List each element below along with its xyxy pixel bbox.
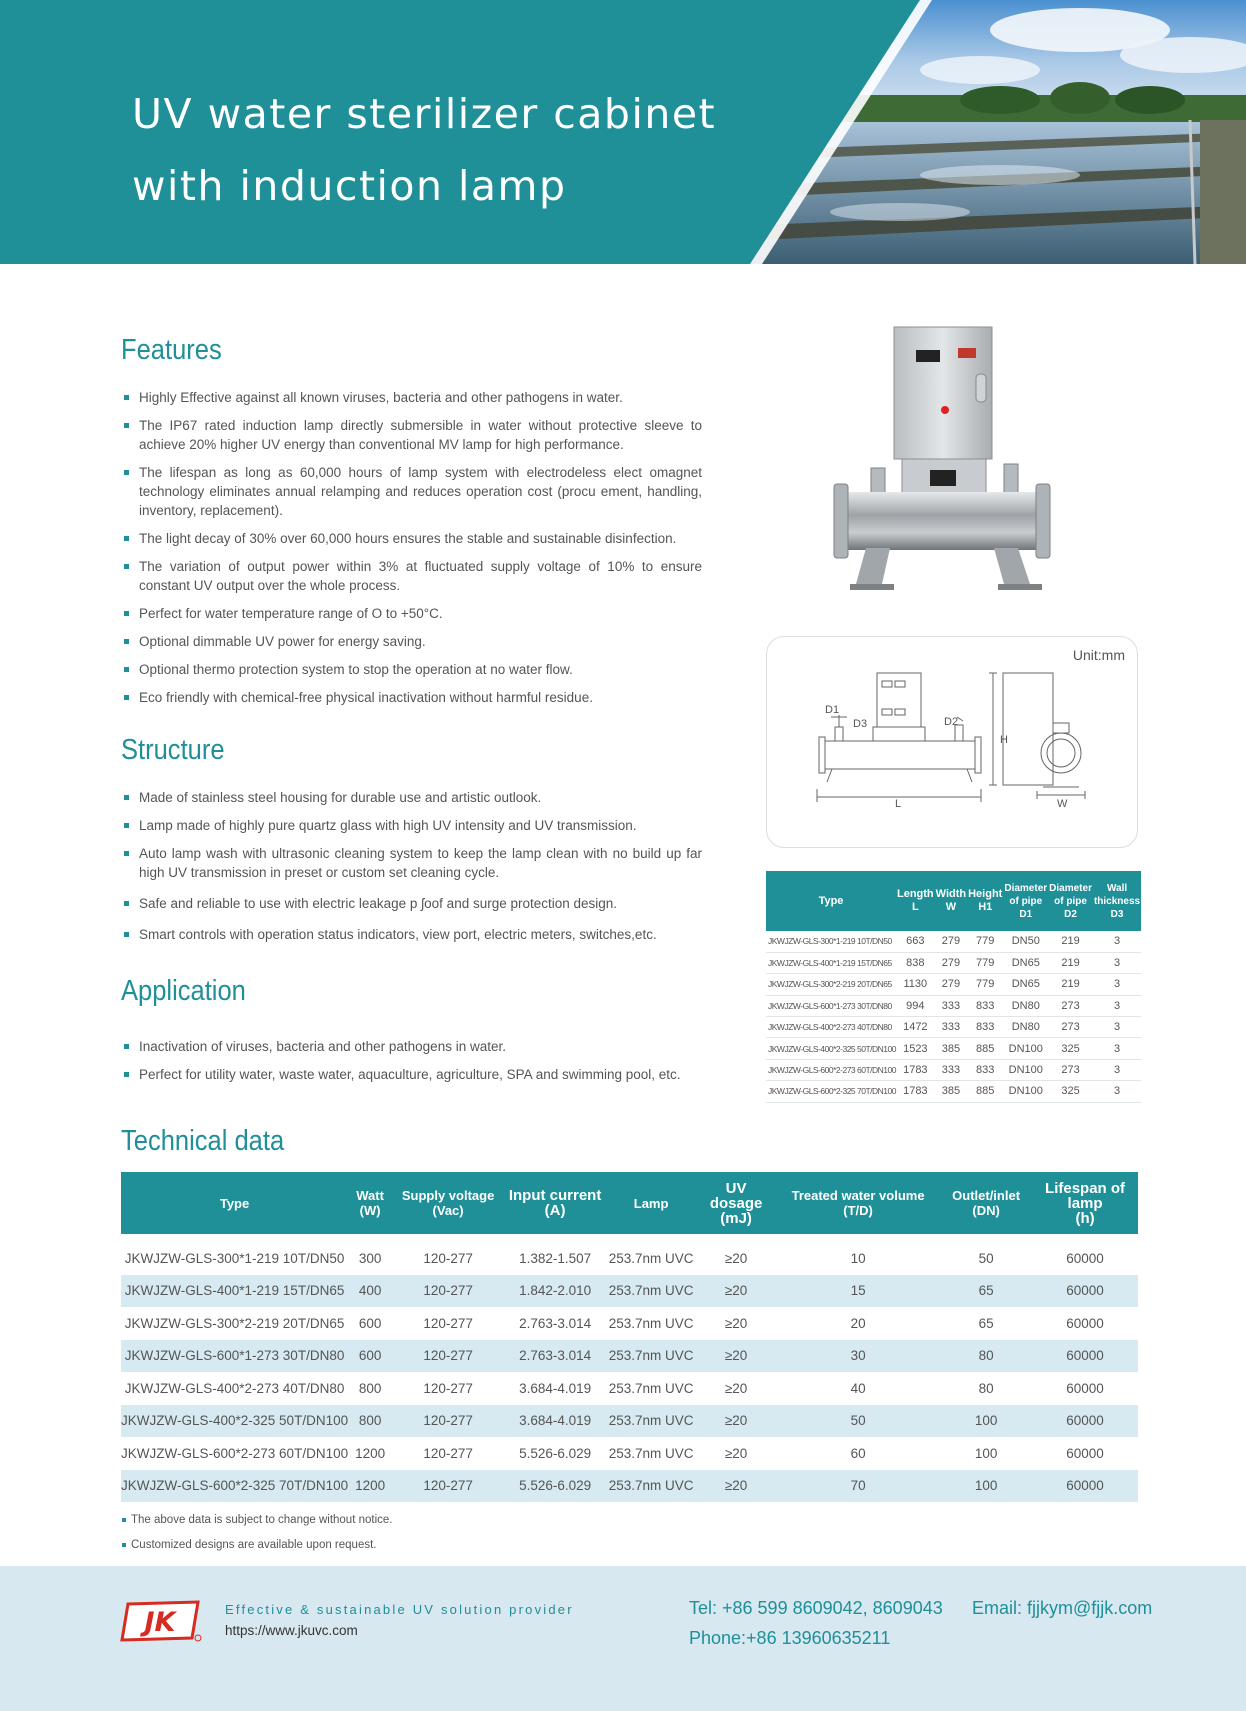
table-header-cell: Input current (A) [504,1172,606,1234]
table-row: JKWJZW-GLS-300*2-219 20T/DN65 600 120-277 2.763-3.014 253.7nm UVC ≥20 20 65 60000 [124,1315,1104,1331]
table-notes [122,1508,392,1558]
list-item: Lamp made of highly pure quartz glass with high UV intensity and UV transmission. [122,816,702,835]
list-item: Made of stainless steel housing for durable use and artistic outlook. [122,788,702,807]
table-row: JKWJZW-GLS-600*2-325 70T/DN100 1200 120-277 5.526-6.029 253.7nm UVC ≥20 70 100 60000 [121,1470,1138,1503]
table-row: JKWJZW-GLS-300*2-219 20T/DN65 1130 279 779 DN65 219 3 [766,974,1141,995]
table-header-cell: Diameter of pipe D1 [1003,871,1048,931]
table-row: JKWJZW-GLS-400*2-325 50T/DN100 800 120-277 3.684-4.019 253.7nm UVC ≥20 50 100 60000 [121,1405,1138,1438]
table-row: JKWJZW-GLS-600*2-325 70T/DN100 1783 385 885 DN100 325 3 [766,1081,1141,1102]
table-header-cell: Type [766,871,896,931]
note-item: Customized designs are available upon request. [122,1533,392,1558]
table-header-cell: Type [121,1172,348,1234]
list-item: Inactivation of viruses, bacteria and other pathogens in water. [122,1037,702,1056]
label-l: L [895,798,902,810]
svg-text:JK: JK [144,1607,176,1638]
table-row: JKWJZW-GLS-300*1-219 10T/DN50 300 120-277 1.382-1.507 253.7nm UVC ≥20 10 50 60000 [124,1250,1104,1266]
email-address[interactable]: Email: fjjkym@fjjk.com [972,1598,1153,1618]
table-row: JKWJZW-GLS-300*1-219 10T/DN50 663 279 779 DN50 219 3 [766,931,1141,952]
footer [0,1566,1246,1711]
table-header-cell: Lamp [606,1172,696,1234]
list-item: Safe and reliable to use with electric leakage p ʃoof and surge protection design. [122,894,702,913]
list-item: The IP67 rated induction lamp directly submersible in water without protective sleeve to achieve 20% higher UV energy than conventional MV lamp for high performance. [122,416,702,454]
label-w: W [1057,798,1068,810]
list-item: Highly Effective against all known viruses, bacteria and other pathogens in water. [122,388,702,407]
table-header-cell: Watt (W) [348,1172,392,1234]
list-item: Optional thermo protection system to stop the operation at no water flow. [122,660,702,679]
list-item: Smart controls with operation status indicators, view port, electric meters, switches,etc. [122,925,702,944]
features-list [122,388,702,716]
list-item: Optional dimmable UV power for energy saving. [122,632,702,651]
technical-data-heading: Technical data [121,1125,285,1157]
title-line-1: UV water sterilizer cabinet [132,90,717,138]
tel-number: Tel: +86 599 8609042, 8609043 [689,1598,943,1618]
table-row: JKWJZW-GLS-400*1-219 15T/DN65 838 279 779 DN65 219 3 [766,952,1141,973]
label-d2: D2 [944,716,959,728]
features-heading: Features [121,334,222,366]
product-image [826,322,1056,600]
label-h: H [1000,734,1008,746]
structure-list [122,788,702,953]
table-row: JKWJZW-GLS-600*2-273 60T/DN100 1200 120-277 5.526-6.029 253.7nm UVC ≥20 60 100 60000 [121,1445,1104,1461]
table-header-cell: Wall thickness D3 [1093,871,1141,931]
technical-data-table [121,1172,1138,1502]
website-link[interactable]: https://www.jkuvc.com [225,1623,358,1638]
table-header-cell: Length L [896,871,935,931]
list-item: Eco friendly with chemical-free physical inactivation without harmful residue. [122,688,702,707]
table-row: JKWJZW-GLS-600*1-273 30T/DN80 994 333 833 DN80 273 3 [766,995,1141,1016]
table-header-row [766,871,1141,931]
diagram-drawing [767,637,1139,849]
application-list [122,1037,702,1093]
table-row: JKWJZW-GLS-600*2-273 60T/DN100 1783 333 833 DN100 273 3 [766,1059,1141,1080]
note-item: The above data is subject to change without notice. [122,1508,392,1533]
table-header-cell: Diameter of pipe D2 [1048,871,1093,931]
title-line-2: with induction lamp [132,162,567,210]
table-header-cell: Supply voltage (Vac) [392,1172,504,1234]
page-title [132,78,716,222]
table-header-cell: Width W [935,871,967,931]
structure-heading: Structure [121,734,225,766]
application-heading: Application [121,975,246,1007]
label-d3: D3 [853,718,868,730]
list-item: Auto lamp wash with ultrasonic cleaning system to keep the lamp clean with no build up far high UV transmission in preset or custom set cleaning cycle. [122,844,702,882]
dimension-diagram [766,636,1138,848]
header-banner [0,0,1246,264]
dimension-table [766,871,1141,1103]
table-header-row [121,1172,1138,1234]
table-header-cell: Height H1 [967,871,1003,931]
table-header-cell: Lifespan of lamp (h) [1032,1172,1138,1234]
phone-number: Phone:+86 13960635211 [689,1628,891,1648]
list-item: The light decay of 30% over 60,000 hours ensures the stable and sustainable disinfection. [122,529,702,548]
table-row: JKWJZW-GLS-400*2-273 40T/DN80 1472 333 833 DN80 273 3 [766,1017,1141,1038]
list-item: Perfect for utility water, waste water, aquaculture, agriculture, SPA and swimming pool, etc. [122,1065,702,1084]
unit-label: Unit:mm [1072,647,1125,663]
list-item: The lifespan as long as 60,000 hours of lamp system with electrodeless elect omagnet technology eliminates annual relamping and reduces operation cost (procu ement, handling, inventory, replacement). [122,463,702,520]
list-item: Perfect for water temperature range of O to +50°C. [122,604,702,623]
list-item: The variation of output power within 3% at fluctuated supply voltage of 10% to ensure constant UV output over the whole process. [122,557,702,595]
label-d1: D1 [825,704,840,716]
table-row [121,1234,1138,1242]
table-row: JKWJZW-GLS-400*2-325 50T/DN100 1523 385 885 DN100 325 3 [766,1038,1141,1059]
table-row: JKWJZW-GLS-400*2-273 40T/DN80 800 120-277 3.684-4.019 253.7nm UVC ≥20 40 80 60000 [124,1380,1104,1396]
table-row: JKWJZW-GLS-400*1-219 15T/DN65 400 120-277 1.842-2.010 253.7nm UVC ≥20 15 65 60000 [121,1275,1138,1308]
table-row: JKWJZW-GLS-600*1-273 30T/DN80 600 120-277 2.763-3.014 253.7nm UVC ≥20 30 80 60000 [121,1340,1138,1373]
table-header-cell: Treated water volume (T/D) [776,1172,940,1234]
jk-logo [120,1598,202,1642]
table-header-cell: Outlet/inlet (DN) [940,1172,1032,1234]
table-header-cell: UV dosage (mJ) [696,1172,776,1234]
tagline: Effective & sustainable UV solution provider [225,1602,574,1617]
